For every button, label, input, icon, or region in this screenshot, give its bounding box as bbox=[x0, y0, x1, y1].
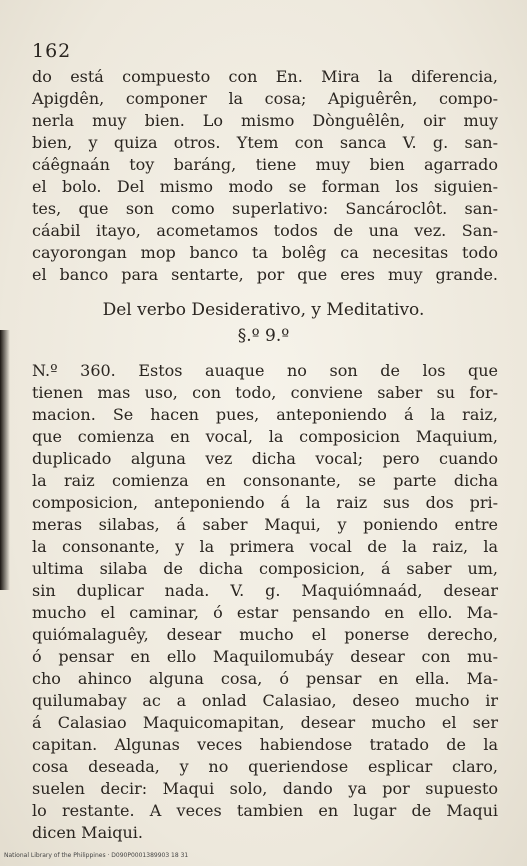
text-line: N.º 360. Estos auaque no son de los que bbox=[32, 361, 498, 380]
text-line: meras silabas, á saber Maqui, y poniendo entre bbox=[32, 515, 498, 534]
page-gutter-shadow bbox=[0, 330, 10, 590]
text-line: Apigdên, componer la cosa; Apiguêrên, compo- bbox=[32, 89, 498, 108]
text-line: bien, y quiza otros. Ytem con sanca V. g. san- bbox=[32, 133, 498, 152]
text-line: macion. Se hacen pues, anteponiendo á la raiz, bbox=[32, 405, 498, 424]
text-line: nerla muy bien. Lo mismo Dònguêlên, oir muy bbox=[32, 111, 498, 130]
text-line: cayorongan mop banco ta bolêg ca necesitas todo bbox=[32, 243, 498, 262]
text-line: tienen mas uso, con todo, conviene saber su for- bbox=[32, 383, 498, 402]
text-line: ultima silaba de dicha composicion, á saber um, bbox=[32, 559, 498, 578]
text-line: cosa deseada, y no queriendose esplicar claro, bbox=[32, 757, 498, 776]
text-line: la consonante, y la primera vocal de la raiz, la bbox=[32, 537, 498, 556]
text-line: quiómalaguêy, desear mucho el ponerse derecho, bbox=[32, 625, 498, 644]
text-line: sin duplicar nada. V. g. Maquiómnaád, desear bbox=[32, 581, 498, 600]
text-line: dicen Maiqui. bbox=[32, 823, 143, 842]
text-line: quilumabay ac a onlad Calasiao, deseo mucho ir bbox=[32, 691, 498, 710]
text-line: cáêgnaán toy baráng, tiene muy bien agarrado bbox=[32, 155, 498, 174]
text-line: lo restante. A veces tambien en lugar de Maqui bbox=[32, 801, 498, 820]
text-line: ó pensar en ello Maquilomubáy desear con mu- bbox=[32, 647, 498, 666]
text-line: duplicado alguna vez dicha vocal; pero cuando bbox=[32, 449, 498, 468]
text-line: el banco para sentarte, por que eres muy grande. bbox=[32, 265, 498, 284]
text-line: do está compuesto con En. Mira la diferencia, bbox=[32, 67, 498, 86]
text-line: cáabil itayo, acometamos todos de una vez. San- bbox=[32, 221, 498, 240]
text-line: suelen decir: Maqui solo, dando ya por supuesto bbox=[32, 779, 498, 798]
text-line: capitan. Algunas veces habiendose tratado de la bbox=[32, 735, 498, 754]
text-line: mucho el caminar, ó estar pensando en ello. Ma- bbox=[32, 603, 498, 622]
text-line: á Calasiao Maquicomapitan, desear mucho el ser bbox=[32, 713, 498, 732]
section-heading: Del verbo Desiderativo, y Meditativo. bbox=[102, 300, 425, 320]
section-mark: §.º 9.º bbox=[237, 326, 290, 346]
text-line: tes, que son como superlativo: Sancároclôt. san- bbox=[32, 199, 498, 218]
text-line: que comienza en vocal, la composicion Maquium, bbox=[32, 427, 498, 446]
text-line: cho ahinco alguna cosa, ó pensar en ella. Ma- bbox=[32, 669, 498, 688]
text-line: la raiz comienza en consonante, se parte dicha bbox=[32, 471, 498, 490]
text-line: el bolo. Del mismo modo se forman los siguien- bbox=[32, 177, 498, 196]
page-number: 162 bbox=[32, 40, 72, 62]
scan-footer: National Library of the Philippines · D090P0001389903 18 31 bbox=[4, 852, 189, 859]
text-line: composicion, anteponiendo á la raiz sus dos pri- bbox=[32, 493, 498, 512]
